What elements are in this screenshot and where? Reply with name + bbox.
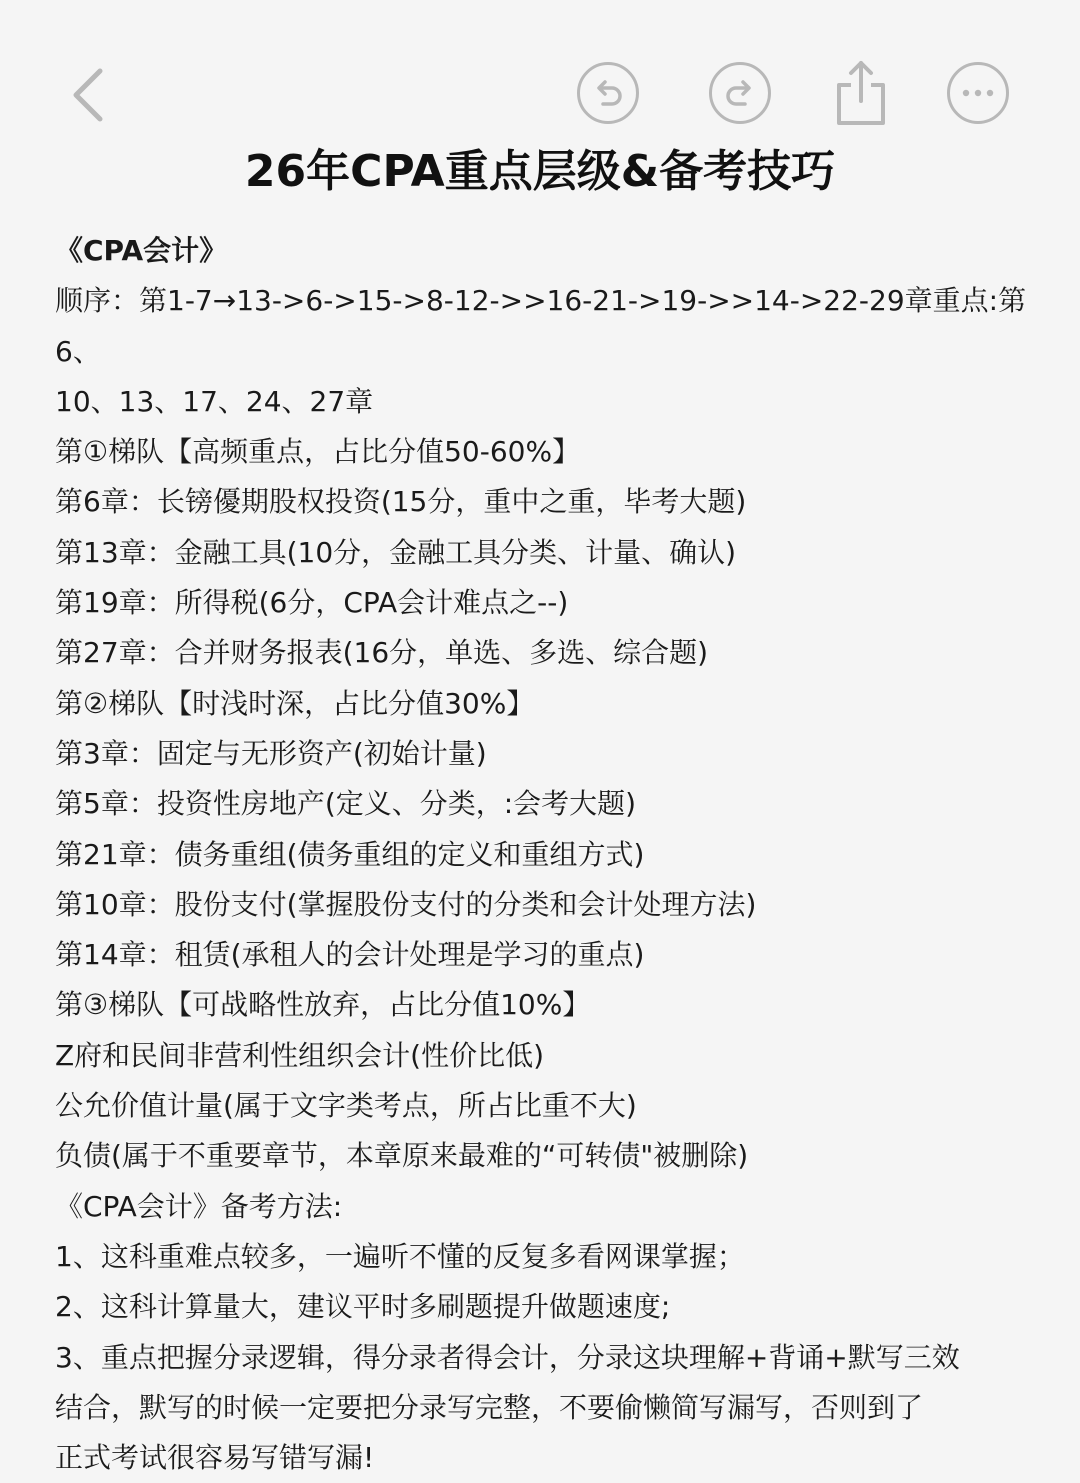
- tier-heading: 第①梯队【高频重点，占比分值50-60%】: [55, 435, 581, 469]
- text-line: 第21章：债务重组(债务重组的定义和重组方式): [55, 837, 645, 871]
- undo-button[interactable]: [577, 62, 639, 124]
- undo-icon: [591, 76, 625, 110]
- text-line: 正式考试很容易写错写漏!: [55, 1441, 375, 1475]
- text-line: 第13章：金融工具(10分，金融工具分类、计量、确认): [55, 535, 737, 569]
- redo-button[interactable]: [709, 62, 771, 124]
- text-line: 2、这科计算量大，建议平时多刷题提升做题速度;: [55, 1290, 671, 1324]
- tier-heading: 第②梯队【时浅时深，占比分值30%】: [55, 686, 535, 720]
- chevron-left-icon: [68, 65, 108, 125]
- section-heading: 《CPA会计》: [55, 234, 228, 267]
- text-line: 第27章：合并财务报表(16分，单选、多选、综合题): [55, 636, 709, 670]
- text-line: 结合，默写的时候一定要把分录写完整，不要偷懒简写漏写，否则到了: [55, 1390, 924, 1424]
- text-line: 顺序：第1-7→13->6->15->8-12->>16-21->19->>14->22-29章重点:第6、: [55, 284, 1027, 368]
- tier-heading: 第③梯队【可战略性放弃，占比分值10%】: [55, 988, 591, 1022]
- text-line: 第10章：股份支付(掌握股份支付的分类和会计处理方法): [55, 887, 757, 921]
- text-line: 10、13、17、24、27章: [55, 384, 374, 418]
- more-button[interactable]: [947, 62, 1009, 124]
- more-icon: [960, 88, 996, 98]
- text-line: 1、这科重难点较多，一遍听不懂的反复多看网课掌握；: [55, 1239, 745, 1273]
- note-body: [55, 226, 1030, 1483]
- methods-heading: 《CPA会计》备考方法:: [55, 1189, 343, 1223]
- page-title: 26年CPA重点层级&备考技巧: [244, 146, 836, 197]
- text-line: 第3章：固定与无形资产(初始计量): [55, 736, 487, 770]
- text-line: Z府和民间非营利性组织会计(性价比低): [55, 1038, 545, 1072]
- redo-icon: [723, 76, 757, 110]
- share-icon: [833, 57, 889, 127]
- text-line: 第5章：投资性房地产(定义、分类，:会考大题): [55, 787, 637, 821]
- text-line: 公允价值计量(属于文字类考点，所占比重不大): [55, 1089, 637, 1123]
- text-line: 3、重点把握分录逻辑，得分录者得会计，分录这块理解+背诵+默写三效: [55, 1340, 960, 1374]
- text-line: 第6章：长镑優期股权投资(15分，重中之重，毕考大题): [55, 485, 747, 519]
- share-button[interactable]: [830, 56, 892, 128]
- text-line: 负债(属于不重要章节，本章原来最难的“可转债"被删除): [55, 1139, 749, 1173]
- back-button[interactable]: [58, 60, 118, 130]
- text-line: 第19章：所得税(6分，CPA会计难点之--): [55, 586, 569, 620]
- text-line: 第14章：租赁(承租人的会计处理是学习的重点): [55, 938, 645, 972]
